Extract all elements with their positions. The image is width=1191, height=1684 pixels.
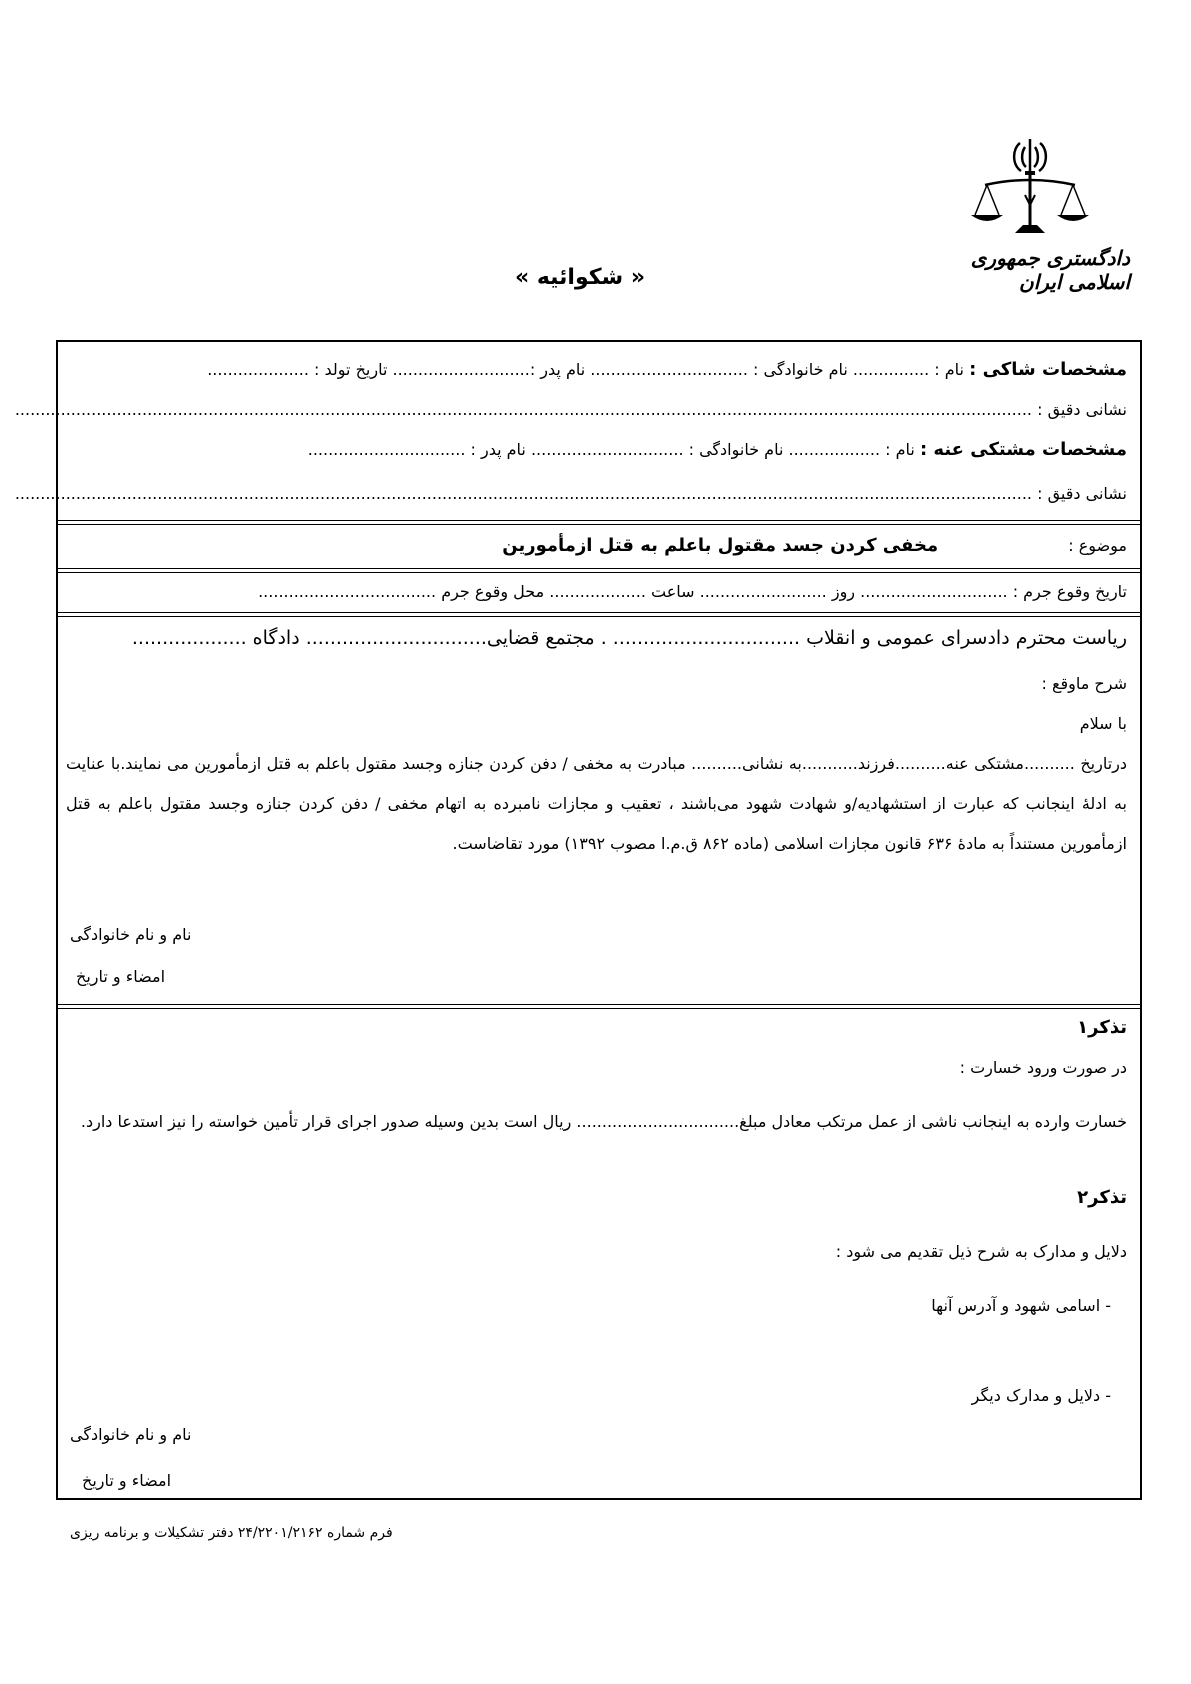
- form-number-footer: فرم شماره ۲۴/۲۲۰۱/۲۱۶۲ دفتر تشکیلات و برنامه ریزی: [70, 1525, 393, 1541]
- separator: [56, 612, 1142, 613]
- evidence-item-other: - دلایل و مدارک دیگر: [971, 1386, 1111, 1405]
- description-body: درتاریخ ..........مشتکی عنه..........فرزند...........به نشانی.......... مبادرت به مخفی / دفن کردن جنازه وجسد مقتول باعلم به قتل ازمأمورین می نمایند.با عنایت به ادلهٔ اینجانب که عبارت از استشهادیه/و شهادت شهود می‌باشند ، تعقیب و مجازات نامبرده به اتهام مخفی / دفن کردن جنازه وجسد مقتول باعلم به قتل ازمأمورین مستنداً به مادهٔ ۶۳۶ قانون مجازات اسلامی (ماده ۸۶۲ ق.م.ا مصوب ۱۳۹۲) مورد تقاضاست.: [66, 754, 1127, 853]
- crime-info-row[interactable]: تاریخ وقوع جرم : ............................. روز ......................... ساعت ................... محل وقوع جرم ...................................: [258, 582, 1127, 601]
- complainant-address[interactable]: نشانی دقیق : ........................................................................................................................................................................................................: [14, 400, 1127, 419]
- subject-label: موضوع :: [1068, 536, 1127, 555]
- separator: [56, 524, 1142, 525]
- complainant-row: [66, 358, 1127, 382]
- form-title: « شکوائیه »: [514, 265, 646, 290]
- description-label: شرح ماوقع :: [1041, 674, 1127, 693]
- greeting: با سلام: [1079, 714, 1127, 733]
- note1-title: تذکر۱: [1077, 1017, 1127, 1038]
- government-name: دادگستری جمهوری اسلامی ایران: [970, 246, 1130, 294]
- subject-row: [66, 534, 1127, 558]
- separator: [56, 1008, 1142, 1009]
- note1-body: خسارت وارده به اینجانب ناشی از عمل مرتکب معادل مبلغ................................ ریال است بدین وسیله صدور اجرای قرار تأمین خواسته را نیز استدعا دارد.: [80, 1112, 1127, 1131]
- note2-intro: دلایل و مدارک به شرح ذیل تقدیم می شود :: [835, 1242, 1127, 1261]
- signature-date: امضاء و تاریخ: [82, 1471, 172, 1490]
- separator: [56, 1004, 1142, 1005]
- addressee-line[interactable]: ریاست محترم دادسرای عمومی و انقلاب ............................... . مجتمع قضایی.............................. دادگاه ...................: [131, 627, 1127, 649]
- accused-address[interactable]: نشانی دقیق : ........................................................................................................................................................................................................: [14, 484, 1127, 503]
- signature-date: امضاء و تاریخ: [76, 967, 166, 986]
- note1-intro: در صورت ورود خسارت :: [959, 1058, 1127, 1077]
- accused-row: [66, 438, 1127, 462]
- evidence-item-witnesses: - اسامی شهود و آدرس آنها: [931, 1296, 1111, 1315]
- note2-title: تذکر۲: [1077, 1187, 1127, 1208]
- complainant-heading: مشخصات شاکی :: [969, 359, 1127, 380]
- signature-name: نام و نام خانوادگی: [70, 925, 192, 944]
- separator: [56, 568, 1142, 569]
- iran-emblem-scales-icon: [965, 135, 1095, 245]
- accused-fields[interactable]: نام : .................. نام خانوادگی : .............................. نام پدر : ...............................: [307, 440, 915, 459]
- separator: [56, 520, 1142, 521]
- form-frame: [14, 340, 1142, 1500]
- accused-heading: مشخصات مشتکی عنه :: [919, 439, 1127, 460]
- signature-name: نام و نام خانوادگی: [70, 1425, 192, 1444]
- separator: [56, 616, 1142, 617]
- separator: [56, 572, 1142, 573]
- complainant-fields[interactable]: نام : ............... نام خانوادگی : ............................... نام پدر :........................... تاریخ تولد : ....................: [207, 360, 965, 379]
- subject-value: مخفی کردن جسد مقتول باعلم به قتل ازمأمورین: [502, 535, 939, 556]
